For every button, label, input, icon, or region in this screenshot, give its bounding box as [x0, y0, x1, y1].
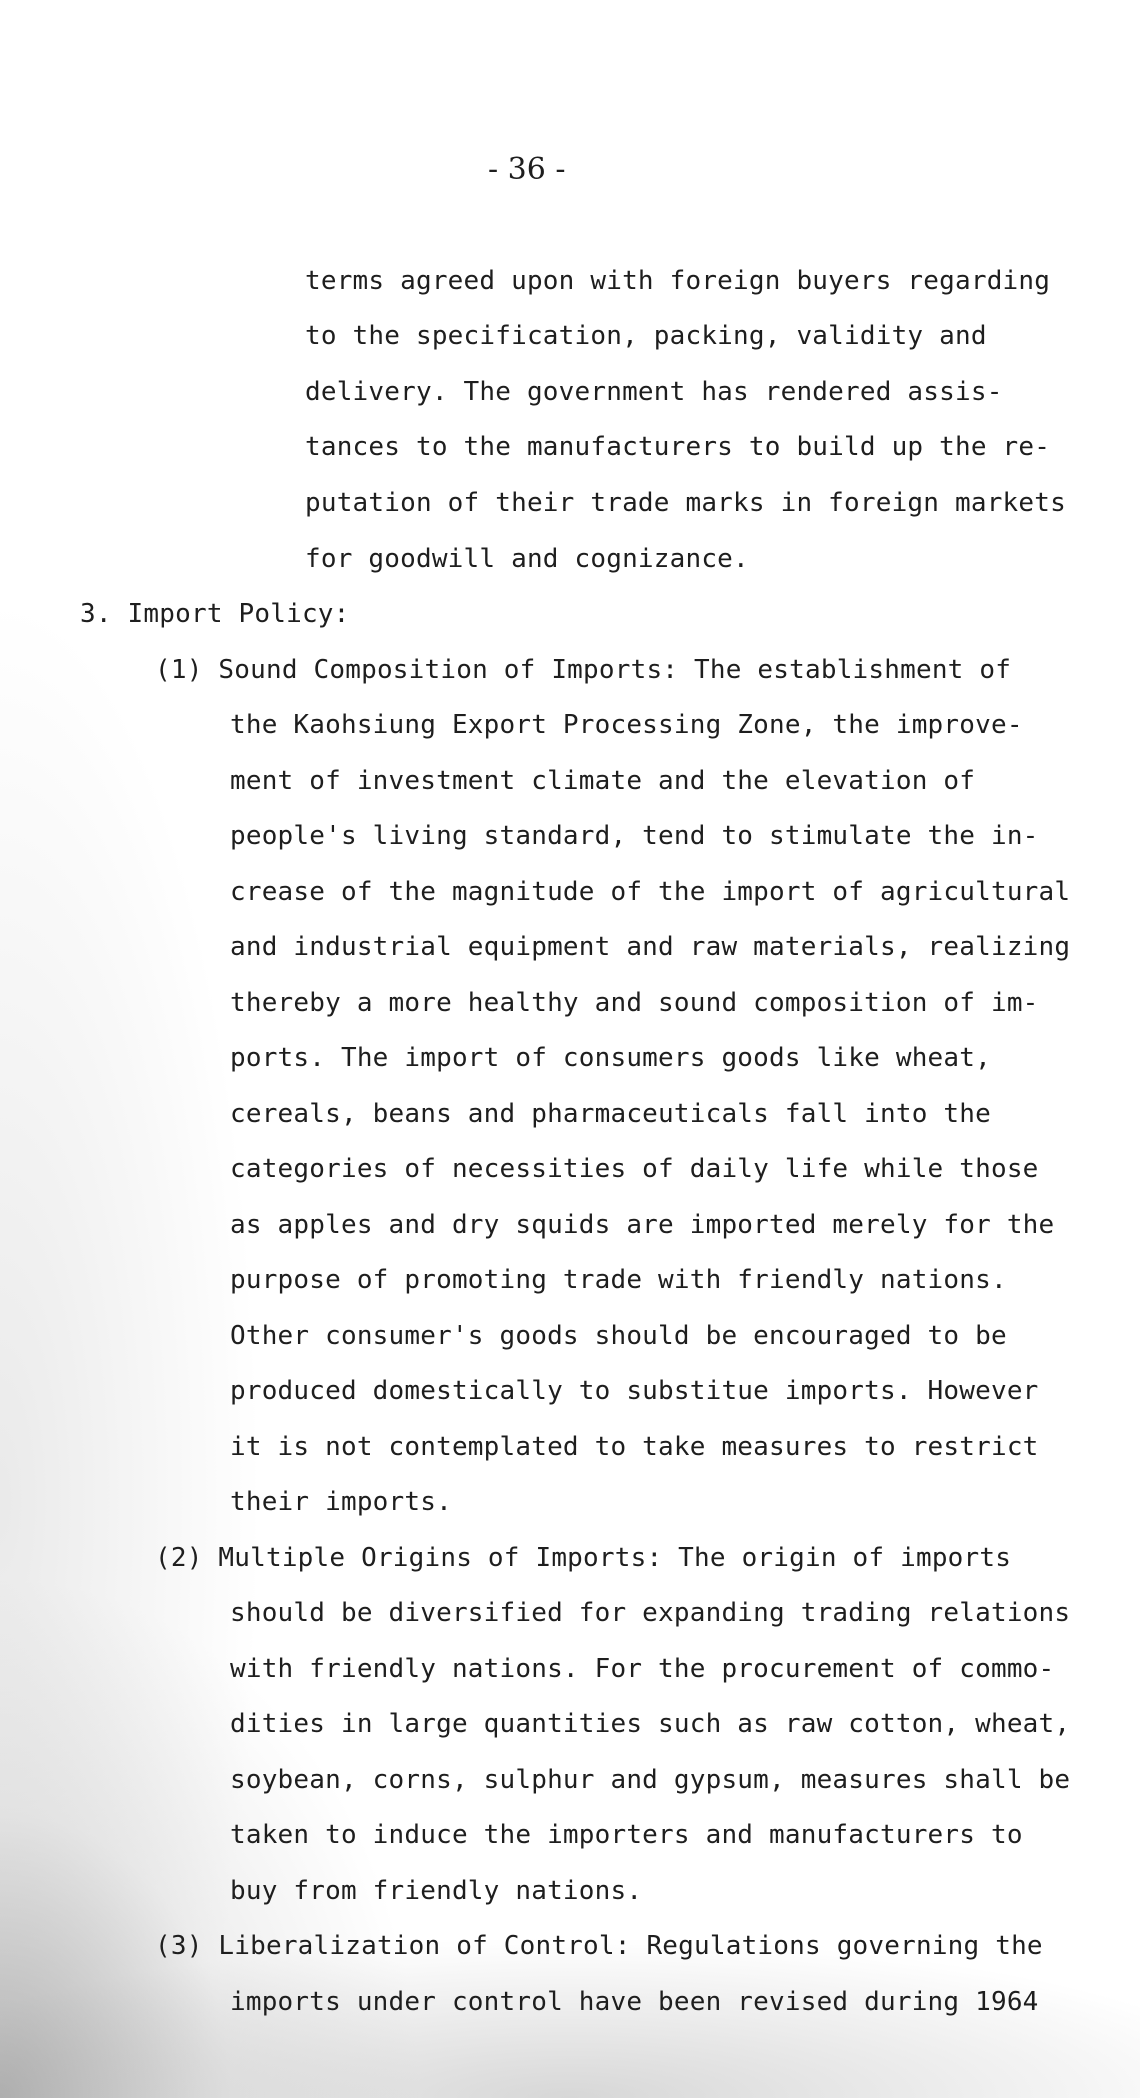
page-number: - 36 -: [488, 152, 566, 187]
text-line: ment of investment climate and the elevation of: [230, 766, 976, 796]
text-line: Other consumer's goods should be encouraged to be: [230, 1321, 1007, 1351]
text-line: cereals, beans and pharmaceuticals fall into the: [230, 1099, 991, 1129]
text-line: imports under control have been revised during 1964: [230, 1987, 1039, 2017]
text-line: to the specification, packing, validity and: [305, 321, 987, 351]
text-line: the Kaohsiung Export Processing Zone, the improve-: [230, 710, 1023, 740]
text-line: purpose of promoting trade with friendly nations.: [230, 1265, 1007, 1295]
text-line: tances to the manufacturers to build up the re-: [305, 432, 1051, 462]
text-line: (3) Liberalization of Control: Regulations governing the: [155, 1931, 1043, 1961]
text-line: delivery. The government has rendered assis-: [305, 377, 1003, 407]
text-line: with friendly nations. For the procurement of commo-: [230, 1654, 1055, 1684]
text-line: and industrial equipment and raw materials, realizing: [230, 932, 1071, 962]
text-line: should be diversified for expanding trading relations: [230, 1598, 1071, 1628]
text-line: soybean, corns, sulphur and gypsum, measures shall be: [230, 1765, 1071, 1795]
text-line: categories of necessities of daily life while those: [230, 1154, 1039, 1184]
text-line: crease of the magnitude of the import of agricultural: [230, 877, 1071, 907]
text-line: thereby a more healthy and sound composition of im-: [230, 988, 1039, 1018]
text-line: ports. The import of consumers goods like wheat,: [230, 1043, 991, 1073]
text-line: produced domestically to substitue imports. However: [230, 1376, 1039, 1406]
text-line: it is not contemplated to take measures to restrict: [230, 1432, 1039, 1462]
text-line: (2) Multiple Origins of Imports: The origin of imports: [155, 1543, 1012, 1573]
text-line: for goodwill and cognizance.: [305, 544, 749, 574]
text-line: (1) Sound Composition of Imports: The establishment of: [155, 655, 1012, 685]
text-line: buy from friendly nations.: [230, 1876, 643, 1906]
text-line: their imports.: [230, 1487, 452, 1517]
text-line: terms agreed upon with foreign buyers regarding: [305, 266, 1051, 296]
text-line: taken to induce the importers and manufacturers to: [230, 1820, 1023, 1850]
text-line: people's living standard, tend to stimulate the in-: [230, 821, 1039, 851]
section-heading: 3. Import Policy:: [80, 599, 350, 629]
text-line: dities in large quantities such as raw cotton, wheat,: [230, 1709, 1071, 1739]
text-line: putation of their trade marks in foreign markets: [305, 488, 1066, 518]
text-line: as apples and dry squids are imported merely for the: [230, 1210, 1055, 1240]
